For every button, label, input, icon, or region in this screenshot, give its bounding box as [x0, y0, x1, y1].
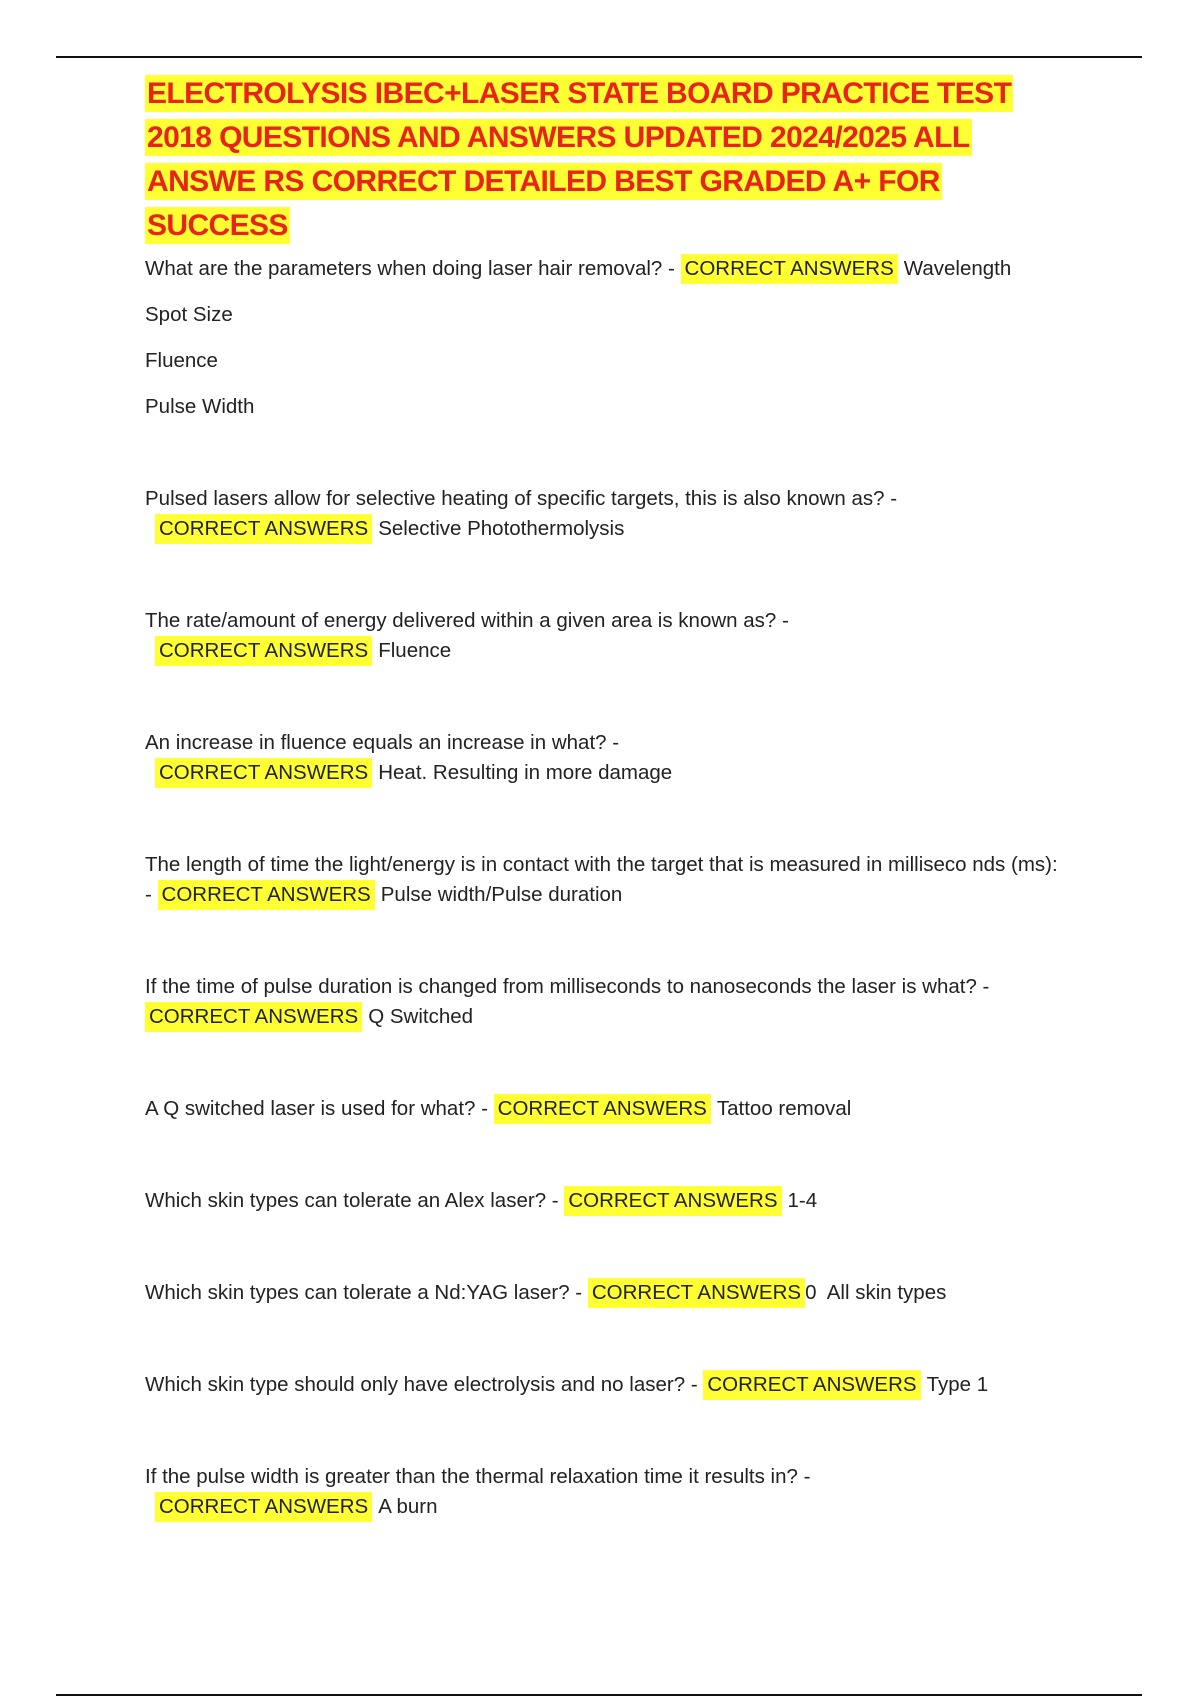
question-text: The rate/amount of energy delivered within a given area is known as? - [145, 609, 789, 632]
qa-item [145, 850, 1060, 910]
correct-answers-label: CORRECT ANSWERS [155, 514, 372, 544]
qa-item [145, 254, 1060, 422]
answer-text: Wavelength [903, 257, 1012, 280]
qa-item [145, 972, 1060, 1032]
question-text: What are the parameters when doing laser hair removal? - [145, 257, 681, 280]
question-text: Which skin types can tolerate a Nd:YAG laser? - [145, 1281, 588, 1304]
correct-answers-label: CORRECT ANSWERS [155, 636, 372, 666]
qa-item [145, 606, 1060, 666]
correct-answers-label: CORRECT ANSWERS [155, 758, 372, 788]
answer-text: Heat. Resulting in more damage [378, 761, 673, 784]
question-text: Which skin type should only have electrolysis and no laser? - [145, 1373, 704, 1396]
correct-answers-label: CORRECT ANSWERS [145, 1002, 362, 1032]
label-suffix: 0 [805, 1281, 817, 1304]
question-text: Which skin types can tolerate an Alex laser? - [145, 1189, 565, 1212]
correct-answers-label: CORRECT ANSWERS [703, 1370, 920, 1400]
answer-text: Pulse width/Pulse duration [380, 883, 623, 906]
question-text: Pulsed lasers allow for selective heating of specific targets, this is also known as? - [145, 487, 898, 510]
correct-answers-label: CORRECT ANSWERS [155, 1492, 372, 1522]
question-text: The length of time the light/energy is in contact with the target that is measured in milliseco nds (ms): - [145, 853, 1058, 906]
qa-item [145, 1370, 1060, 1400]
correct-answers-label: CORRECT ANSWERS [494, 1094, 711, 1124]
bottom-rule [56, 1694, 1142, 1696]
correct-answers-label: CORRECT ANSWERS [681, 254, 898, 284]
document-title [145, 72, 1060, 248]
question-text: An increase in fluence equals an increase in what? - [145, 731, 620, 754]
question-text: A Q switched laser is used for what? - [145, 1097, 494, 1120]
top-rule [56, 56, 1142, 58]
answer-text: Tattoo removal [716, 1097, 852, 1120]
answer-text: Selective Photothermolysis [378, 517, 625, 540]
answer-line: Spot Size [145, 303, 233, 326]
answer-text: A burn [378, 1495, 438, 1518]
answer-line: Fluence [145, 349, 218, 372]
correct-answers-label: CORRECT ANSWERS [588, 1278, 805, 1308]
answer-text: Fluence [378, 639, 452, 662]
answer-text: All skin types [826, 1281, 947, 1304]
qa-item [145, 1278, 1060, 1308]
qa-item [145, 728, 1060, 788]
answer-text: Type 1 [926, 1373, 989, 1396]
document-body [145, 72, 1060, 1522]
qa-item [145, 1462, 1060, 1522]
correct-answers-label: CORRECT ANSWERS [158, 880, 375, 910]
answer-text: Q Switched [368, 1005, 474, 1028]
qa-item [145, 1186, 1060, 1216]
title-highlight: ELECTROLYSIS IBEC+LASER STATE BOARD PRACTICE TEST 2018 QUESTIONS AND ANSWERS UPDATED 2024/2025 ALL ANSWE RS CORRECT DETAILED BEST GRADED A+ FOR SUCCESS [147, 77, 1012, 242]
answer-text: 1-4 [787, 1189, 818, 1212]
qa-item [145, 484, 1060, 544]
answer-line: Pulse Width [145, 395, 255, 418]
question-text: If the time of pulse duration is changed from milliseconds to nanoseconds the laser is what? - [145, 975, 990, 998]
question-text: If the pulse width is greater than the thermal relaxation time it results in? - [145, 1465, 811, 1488]
correct-answers-label: CORRECT ANSWERS [564, 1186, 781, 1216]
qa-item [145, 1094, 1060, 1124]
